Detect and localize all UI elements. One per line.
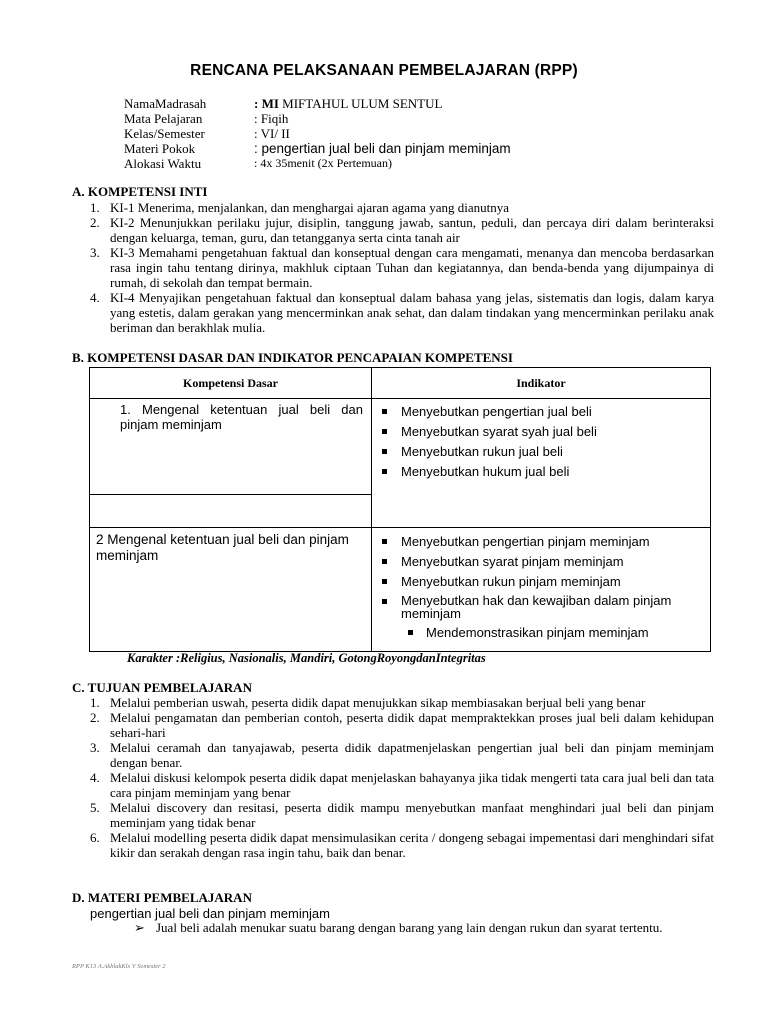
section-a-heading: A. KOMPETENSI INTI: [72, 184, 208, 199]
kompetensi-inti-list: [90, 200, 714, 335]
page-title: RENCANA PELAKSANAAN PEMBELAJARAN (RPP): [190, 62, 578, 79]
item-number: 6.: [90, 830, 100, 845]
item-number: 2.: [90, 215, 100, 230]
item-number: 3.: [90, 740, 100, 755]
list-item: Menyebutkan rukun pinjam meminjam: [372, 574, 710, 589]
kd-indikator-table: [89, 367, 711, 652]
item-text: KI-4 Menyajikan pengetahuan faktual dan konseptual dalam bahasa yang jelas, sistematis dan logis, dalam karya yang estetis, dalam gerakan yang mencerminkan anak sehat, dan dalam tindakan yang mencerminkan perilaku anak beriman dan berakhlak mulia.: [110, 290, 714, 335]
col-header-indikator: Indikator: [372, 368, 711, 399]
materi-label: Materi Pokok: [124, 141, 196, 156]
item-text: Melalui pemberian uswah, peserta didik dapat menujukkan sikap membiasakan berjual beli yang benar: [110, 695, 646, 710]
identity-block: [124, 96, 511, 171]
kd-empty-cell: [90, 495, 372, 528]
alokasi-value: : 4x 35menit (2x Pertemuan): [254, 156, 392, 170]
item-number: 2.: [90, 710, 100, 725]
item-number: 1.: [90, 200, 100, 215]
item-text: Melalui diskusi kelompok peserta didik dapat menjelaskan bahayanya jika tidak mengerti tata cara jual beli dan tata cara pinjam meminjam yang benar: [110, 770, 714, 800]
list-item: Menyebutkan pengertian pinjam meminjam: [372, 534, 710, 549]
section-c-heading: C. TUJUAN PEMBELAJARAN: [72, 680, 252, 695]
item-number: 1.: [90, 695, 100, 710]
arrow-bullet-icon: ➢: [134, 920, 145, 935]
materi-value: : pengertian jual beli dan pinjam meminjam: [254, 141, 511, 156]
list-item: [90, 770, 714, 800]
list-item: [90, 800, 714, 830]
list-item: Menyebutkan hak dan kewajiban dalam pinjam meminjam: [372, 594, 710, 620]
section-d-heading: D. MATERI PEMBELAJARAN: [72, 890, 252, 905]
list-item: Menyebutkan hukum jual beli: [372, 464, 710, 479]
list-item: Menyebutkan syarat syah jual beli: [372, 424, 710, 439]
item-number: 4.: [90, 290, 100, 305]
kelas-value: : VI/ II: [254, 126, 290, 141]
item-number: 5.: [90, 800, 100, 815]
col-header-kd: Kompetensi Dasar: [90, 368, 372, 399]
madrasah-name: MIFTAHUL ULUM SENTUL: [278, 96, 443, 111]
item-number: 4.: [90, 770, 100, 785]
section-b-heading: B. KOMPETENSI DASAR DAN INDIKATOR PENCAPAIAN KOMPETENSI: [72, 350, 513, 365]
item-text: KI-3 Memahami pengetahuan faktual dan konseptual dengan cara mengamati, menanya dan mencoba berdasarkan rasa ingin tahu tentang dirinya, makhluk ciptaan Tuhan dan kegiatannya, dan benda-benda yang dijumpainya di rumah, di sekolah dan tempat bermain.: [110, 245, 714, 290]
karakter-line: Karakter :Religius, Nasionalis, Mandiri, GotongRoyongdanIntegritas: [127, 651, 486, 665]
indikator-cell-1: [372, 399, 711, 528]
materi-subtitle: pengertian jual beli dan pinjam meminjam: [90, 906, 330, 921]
item-text: KI-1 Menerima, menjalankan, dan menghargai ajaran agama yang dianutnya: [110, 200, 509, 215]
list-item: Menyebutkan pengertian jual beli: [372, 404, 710, 419]
list-item: Menyebutkan syarat pinjam meminjam: [372, 554, 710, 569]
list-item: [90, 740, 714, 770]
page-footer: RPP K13 A.AkhlakKls V Semester 2: [72, 963, 166, 970]
list-item: [90, 830, 714, 860]
list-item: [90, 710, 714, 740]
madrasah-prefix: : MI: [254, 96, 279, 111]
mapel-value: : Fiqih: [254, 111, 289, 126]
madrasah-label: NamaMadrasah: [124, 96, 207, 111]
materi-item-text: Jual beli adalah menukar suatu barang dengan barang yang lain dengan rukun dan syarat tertentu.: [156, 920, 663, 935]
list-item: [90, 200, 714, 215]
item-number: 3.: [90, 245, 100, 260]
list-item: [90, 245, 714, 290]
list-item-sub: Mendemonstrasikan pinjam meminjam: [372, 625, 710, 640]
item-text: Melalui pengamatan dan pemberian contoh, peserta didik dapat mempraktekkan proses jual beli dalam kehidupan sehari-hari: [110, 710, 714, 740]
materi-item: [134, 920, 714, 936]
mapel-label: Mata Pelajaran: [124, 111, 203, 126]
tujuan-list: [90, 695, 714, 860]
item-text: Melalui ceramah dan tanyajawab, peserta didik dapatmenjelaskan pengertian jual beli dan pinjam meminjam dengan benar.: [110, 740, 714, 770]
item-text: KI-2 Menunjukkan perilaku jujur, disiplin, tanggung jawab, santun, peduli, dan percaya diri dalam berinteraksi dengan keluarga, teman, guru, dan tetangganya serta cinta tanah air: [110, 215, 714, 245]
list-item: [90, 290, 714, 335]
kd-cell-2: 2 Mengenal ketentuan jual beli dan pinjam meminjam: [90, 528, 372, 652]
alokasi-label: Alokasi Waktu: [124, 156, 202, 171]
item-text: Melalui modelling peserta didik dapat mensimulasikan cerita / dongeng sebagai impementasi dari menghindari sifat kikir dan serakah dengan rasa ingin tahu, baik dan benar.: [110, 830, 714, 860]
indikator-cell-2: [372, 528, 711, 652]
item-text: Melalui discovery dan resitasi, peserta didik mampu menyebutkan manfaat menghindari jual beli dan pinjam meminjam yang tidak benar: [110, 800, 714, 830]
list-item: [90, 695, 714, 710]
madrasah-value: [254, 96, 442, 111]
kelas-label: Kelas/Semester: [124, 126, 205, 141]
list-item: [90, 215, 714, 245]
list-item: Menyebutkan rukun jual beli: [372, 444, 710, 459]
kd-cell-1: 1. Mengenal ketentuan jual beli dan pinjam meminjam: [90, 399, 372, 495]
